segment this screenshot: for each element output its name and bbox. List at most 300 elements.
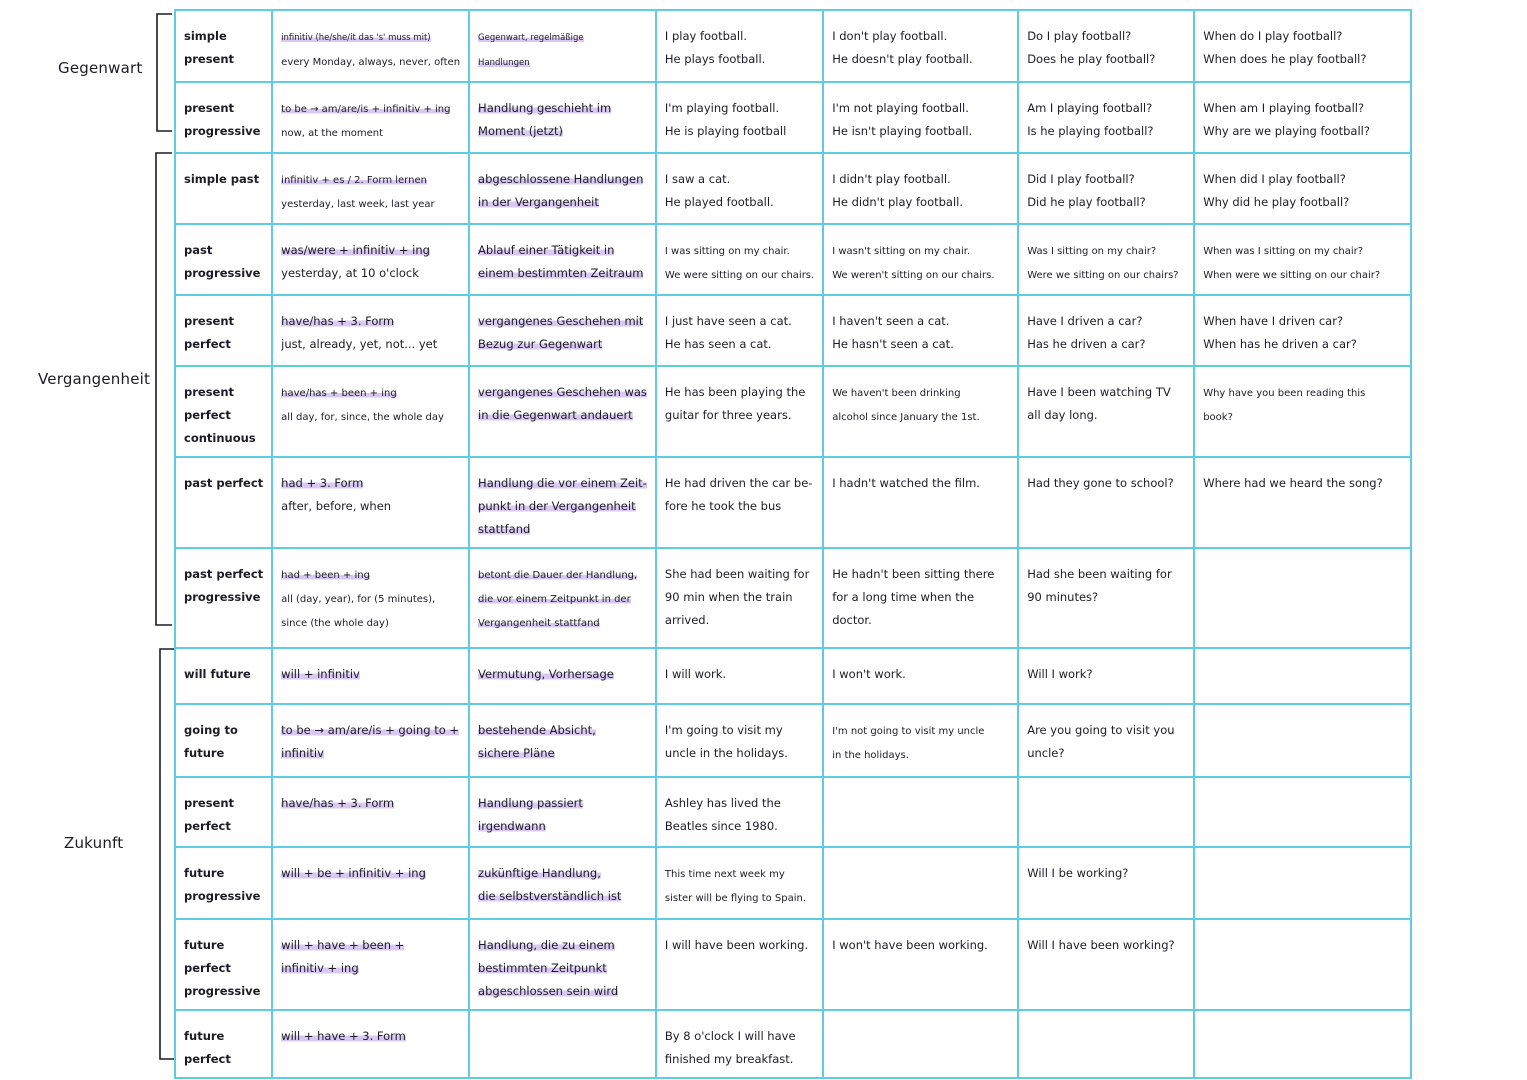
cell-line — [1027, 168, 1185, 191]
cell-text: sichere Pläne — [478, 746, 555, 760]
cell-text: I will have been working. — [664, 938, 809, 952]
tense-row — [175, 82, 1411, 153]
form-cell — [272, 10, 469, 82]
positive-example-cell — [656, 548, 823, 648]
cell-text: just, already, yet, not... yet — [281, 337, 438, 351]
negative-example-cell — [823, 295, 1018, 366]
tense-name-cell — [175, 295, 272, 366]
cell-text: future — [184, 866, 225, 880]
usage-cell — [469, 10, 656, 82]
tense-name-cell — [175, 919, 272, 1010]
cell-line — [665, 263, 814, 287]
cell-line — [665, 191, 814, 214]
cell-text: future — [184, 746, 225, 760]
cell-line — [281, 742, 460, 765]
cell-text: present — [184, 385, 235, 399]
cell-line — [1203, 381, 1402, 405]
usage-cell — [469, 1010, 656, 1078]
wh-question-example-cell — [1194, 1010, 1411, 1078]
cell-line — [665, 792, 814, 815]
cell-line — [184, 48, 263, 71]
positive-example-cell — [656, 704, 823, 777]
tense-row — [175, 366, 1411, 457]
bracket-zukunft — [160, 649, 174, 1059]
cell-text: I was sitting on my chair. — [664, 246, 790, 257]
cell-text: now, at the moment — [281, 128, 383, 139]
cell-text: Why are we playing football? — [1203, 124, 1370, 138]
cell-line — [665, 310, 814, 333]
usage-cell — [469, 295, 656, 366]
cell-line — [184, 333, 263, 356]
cell-text: He plays football. — [664, 52, 766, 66]
cell-line — [478, 563, 647, 587]
cell-line — [832, 472, 1009, 495]
cell-text: infinitiv + es / 2. Form lernen — [281, 175, 427, 186]
cell-line — [1027, 120, 1185, 143]
cell-text: Vergangenheit stattfand — [478, 618, 600, 629]
cell-line — [832, 263, 1009, 287]
cell-line — [281, 563, 460, 587]
cell-line — [184, 239, 263, 262]
cell-text: die selbstverständlich ist — [478, 889, 622, 903]
cell-line — [478, 168, 647, 191]
cell-text: fore he took the bus — [664, 499, 782, 513]
usage-cell — [469, 153, 656, 224]
usage-cell — [469, 919, 656, 1010]
cell-line — [832, 168, 1009, 191]
cell-text: He didn't play football. — [832, 195, 964, 209]
cell-text: When does he play football? — [1203, 52, 1367, 66]
cell-line — [665, 886, 814, 910]
cell-text: Handlung geschieht im — [478, 101, 612, 115]
usage-cell — [469, 648, 656, 704]
tense-name-cell — [175, 10, 272, 82]
cell-line — [832, 333, 1009, 356]
cell-line — [478, 862, 647, 885]
cell-line — [1203, 191, 1402, 214]
negative-example-cell — [823, 82, 1018, 153]
cell-line — [478, 239, 647, 262]
cell-line — [184, 404, 263, 427]
cell-line — [184, 742, 263, 765]
cell-line — [478, 191, 647, 214]
cell-line — [1203, 97, 1402, 120]
cell-line — [478, 957, 647, 980]
cell-text: She had been waiting for — [664, 567, 810, 581]
cell-text: Does he play football? — [1027, 52, 1156, 66]
cell-line — [281, 472, 460, 495]
cell-line — [665, 495, 814, 518]
cell-text: abgeschlossen sein wird — [478, 984, 619, 998]
cell-line — [665, 97, 814, 120]
positive-example-cell — [656, 457, 823, 548]
cell-line — [1203, 263, 1402, 287]
question-example-cell — [1018, 919, 1194, 1010]
tense-name-cell — [175, 704, 272, 777]
cell-text: infinitiv — [281, 746, 324, 760]
cell-line — [184, 934, 263, 957]
cell-text: Handlung die vor einem Zeit- — [478, 476, 647, 490]
tense-name-cell — [175, 457, 272, 548]
cell-text: Gegenwart, regelmäßige — [478, 33, 584, 43]
cell-line — [1203, 239, 1402, 263]
cell-line — [281, 239, 460, 262]
cell-text: had + 3. Form — [281, 476, 364, 490]
form-cell — [272, 919, 469, 1010]
positive-example-cell — [656, 82, 823, 153]
question-example-cell — [1018, 777, 1194, 847]
cell-line — [665, 934, 814, 957]
form-cell — [272, 224, 469, 295]
negative-example-cell — [823, 1010, 1018, 1078]
group-brackets — [0, 0, 180, 1080]
cell-text: When am I playing football? — [1203, 101, 1365, 115]
cell-line — [478, 663, 647, 686]
tense-row — [175, 548, 1411, 648]
cell-text: will + infinitiv — [281, 667, 360, 681]
form-cell — [272, 548, 469, 648]
cell-line — [665, 48, 814, 71]
form-cell — [272, 82, 469, 153]
question-example-cell — [1018, 10, 1194, 82]
tense-row — [175, 153, 1411, 224]
cell-text: doctor. — [832, 613, 872, 627]
cell-line — [478, 381, 647, 404]
positive-example-cell — [656, 648, 823, 704]
cell-line — [832, 97, 1009, 120]
tense-row — [175, 919, 1411, 1010]
negative-example-cell — [823, 224, 1018, 295]
cell-text: I'm playing football. — [664, 101, 780, 115]
cell-line — [184, 719, 263, 742]
cell-text: will + have + 3. Form — [281, 1029, 406, 1043]
cell-line — [832, 609, 1009, 632]
cell-text: We were sitting on our chairs. — [664, 270, 815, 281]
question-example-cell — [1018, 457, 1194, 548]
tense-row — [175, 704, 1411, 777]
cell-line — [478, 815, 647, 838]
cell-text: Were we sitting on our chairs? — [1027, 270, 1179, 281]
cell-text: Why have you been reading this — [1203, 388, 1366, 399]
question-example-cell — [1018, 1010, 1194, 1078]
cell-text: I haven't seen a cat. — [832, 314, 950, 328]
cell-line — [478, 980, 647, 1003]
cell-text: Why did he play football? — [1203, 195, 1350, 209]
question-example-cell — [1018, 366, 1194, 457]
cell-text: He has been playing the — [664, 385, 806, 399]
cell-line — [281, 381, 460, 405]
cell-line — [184, 427, 263, 450]
cell-line — [184, 980, 263, 1003]
wh-question-example-cell — [1194, 82, 1411, 153]
cell-line — [478, 262, 647, 285]
cell-text: When has he driven a car? — [1203, 337, 1357, 351]
negative-example-cell — [823, 919, 1018, 1010]
positive-example-cell — [656, 224, 823, 295]
cell-line — [1027, 563, 1185, 586]
cell-line — [478, 404, 647, 427]
cell-line — [281, 121, 460, 145]
cell-line — [281, 405, 460, 429]
form-cell — [272, 648, 469, 704]
tense-name-cell — [175, 847, 272, 919]
cell-line — [281, 168, 460, 192]
cell-line — [184, 815, 263, 838]
usage-cell — [469, 457, 656, 548]
cell-text: Vermutung, Vorhersage — [478, 667, 614, 681]
cell-text: irgendwann — [478, 819, 546, 833]
cell-line — [1203, 310, 1402, 333]
cell-line — [832, 586, 1009, 609]
cell-line — [665, 815, 814, 838]
cell-line — [184, 120, 263, 143]
cell-line — [1203, 120, 1402, 143]
cell-text: abgeschlossene Handlungen — [478, 172, 644, 186]
tense-row — [175, 224, 1411, 295]
cell-line — [1027, 719, 1185, 742]
wh-question-example-cell — [1194, 457, 1411, 548]
cell-line — [478, 495, 647, 518]
cell-text: present — [184, 52, 235, 66]
positive-example-cell — [656, 847, 823, 919]
question-example-cell — [1018, 295, 1194, 366]
positive-example-cell — [656, 366, 823, 457]
cell-line — [1027, 263, 1185, 287]
cell-text: continuous — [184, 431, 256, 445]
tense-row — [175, 457, 1411, 548]
cell-line — [665, 663, 814, 686]
cell-text: We haven't been drinking — [832, 388, 961, 399]
cell-line — [665, 239, 814, 263]
cell-text: Do I play football? — [1027, 29, 1132, 43]
cell-text: all day long. — [1027, 408, 1098, 422]
cell-line — [665, 1025, 814, 1048]
cell-text: perfect — [184, 1052, 231, 1066]
tense-row — [175, 295, 1411, 366]
cell-text: progressive — [184, 266, 261, 280]
cell-line — [1203, 333, 1402, 356]
cell-line — [184, 792, 263, 815]
cell-text: punkt in der Vergangenheit — [478, 499, 636, 513]
negative-example-cell — [823, 548, 1018, 648]
cell-text: Has he driven a car? — [1027, 337, 1146, 351]
tense-row — [175, 777, 1411, 847]
cell-text: past — [184, 243, 213, 257]
cell-line — [184, 168, 263, 191]
cell-text: I didn't play football. — [832, 172, 951, 186]
cell-line — [1203, 48, 1402, 71]
cell-line — [832, 405, 1009, 429]
cell-line — [1027, 472, 1185, 495]
form-cell — [272, 295, 469, 366]
cell-text: vergangenes Geschehen mit — [478, 314, 644, 328]
cell-text: Will I work? — [1027, 667, 1093, 681]
wh-question-example-cell — [1194, 777, 1411, 847]
form-cell — [272, 366, 469, 457]
cell-line — [832, 719, 1009, 743]
cell-line — [665, 404, 814, 427]
cell-text: einem bestimmten Zeitraum — [478, 266, 644, 280]
cell-line — [478, 472, 647, 495]
cell-line — [665, 862, 814, 886]
cell-line — [478, 934, 647, 957]
cell-line — [665, 609, 814, 632]
usage-cell — [469, 366, 656, 457]
usage-cell — [469, 548, 656, 648]
question-example-cell — [1018, 548, 1194, 648]
form-cell — [272, 777, 469, 847]
cell-text: in the holidays. — [832, 750, 909, 761]
positive-example-cell — [656, 919, 823, 1010]
cell-text: uncle? — [1027, 746, 1065, 760]
cell-text: infinitiv (he/she/it das 's' muss mit) — [281, 33, 431, 43]
cell-text: Am I playing football? — [1027, 101, 1153, 115]
cell-text: He hadn't been sitting there — [832, 567, 995, 581]
cell-line — [665, 1048, 814, 1071]
group-label-zukunft: Zukunft — [64, 834, 124, 852]
cell-line — [478, 518, 647, 541]
cell-text: every Monday, always, never, often — [281, 57, 461, 68]
cell-text: betont die Dauer der Handlung, — [478, 570, 638, 581]
cell-line — [184, 563, 263, 586]
question-example-cell — [1018, 847, 1194, 919]
cell-line — [665, 586, 814, 609]
cell-text: Will I have been working? — [1027, 938, 1175, 952]
cell-text: progressive — [184, 889, 261, 903]
cell-line — [1203, 25, 1402, 48]
cell-text: perfect — [184, 408, 231, 422]
cell-line — [281, 1025, 460, 1048]
cell-line — [281, 587, 460, 611]
wh-question-example-cell — [1194, 224, 1411, 295]
negative-example-cell — [823, 704, 1018, 777]
cell-text: past perfect — [184, 476, 264, 490]
cell-line — [478, 97, 647, 120]
cell-text: book? — [1203, 412, 1233, 423]
cell-line — [184, 1025, 263, 1048]
cell-text: I'm not going to visit my uncle — [832, 726, 985, 737]
cell-line — [281, 25, 460, 50]
cell-line — [281, 50, 460, 74]
cell-line — [665, 381, 814, 404]
cell-line — [478, 50, 647, 75]
cell-line — [478, 885, 647, 908]
negative-example-cell — [823, 777, 1018, 847]
cell-line — [281, 792, 460, 815]
wh-question-example-cell — [1194, 919, 1411, 1010]
tense-row — [175, 847, 1411, 919]
cell-text: Ashley has lived the — [664, 796, 781, 810]
cell-text: simple past — [184, 172, 260, 186]
cell-line — [832, 934, 1009, 957]
cell-text: since (the whole day) — [281, 618, 389, 629]
cell-line — [478, 120, 647, 143]
cell-line — [832, 743, 1009, 767]
cell-text: Bezug zur Gegenwart — [478, 337, 603, 351]
cell-text: Did he play football? — [1027, 195, 1146, 209]
cell-text: will + have + been + — [281, 938, 405, 952]
tense-name-cell — [175, 648, 272, 704]
cell-text: He had driven the car be- — [664, 476, 813, 490]
cell-line — [832, 25, 1009, 48]
cell-text: I hadn't watched the film. — [832, 476, 980, 490]
group-label-gegenwart: Gegenwart — [58, 59, 143, 77]
cell-text: past perfect — [184, 567, 264, 581]
cell-text: 90 min when the train — [664, 590, 793, 604]
cell-line — [1027, 862, 1185, 885]
cell-text: bestehende Absicht, — [478, 723, 596, 737]
cell-line — [184, 862, 263, 885]
cell-text: I will work. — [664, 667, 727, 681]
wh-question-example-cell — [1194, 847, 1411, 919]
cell-text: I wasn't sitting on my chair. — [832, 246, 971, 257]
cell-text: to be → am/are/is + infinitiv + ing — [281, 104, 451, 115]
cell-text: Have I driven a car? — [1027, 314, 1143, 328]
cell-line — [665, 333, 814, 356]
cell-text: alcohol since January the 1st. — [832, 412, 980, 423]
cell-text: present — [184, 796, 235, 810]
cell-text: all (day, year), for (5 minutes), — [281, 594, 436, 605]
cell-line — [1203, 405, 1402, 429]
cell-line — [665, 25, 814, 48]
cell-line — [281, 495, 460, 518]
cell-text: He hasn't seen a cat. — [832, 337, 954, 351]
cell-text: Ablauf einer Tätigkeit in — [478, 243, 615, 257]
question-example-cell — [1018, 648, 1194, 704]
cell-text: When have I driven car? — [1203, 314, 1344, 328]
cell-text: present — [184, 101, 235, 115]
cell-line — [1027, 404, 1185, 427]
cell-text: finished my breakfast. — [664, 1052, 794, 1066]
cell-text: yesterday, at 10 o'clock — [281, 266, 419, 280]
tense-name-cell — [175, 224, 272, 295]
cell-line — [665, 563, 814, 586]
usage-cell — [469, 224, 656, 295]
cell-line — [1027, 742, 1185, 765]
cell-text: progressive — [184, 984, 261, 998]
wh-question-example-cell — [1194, 366, 1411, 457]
cell-text: By 8 o'clock I will have — [664, 1029, 796, 1043]
cell-line — [281, 611, 460, 635]
cell-text: Had they gone to school? — [1027, 476, 1174, 490]
cell-text: Have I been watching TV — [1027, 385, 1171, 399]
cell-line — [1027, 25, 1185, 48]
cell-line — [1027, 48, 1185, 71]
cell-text: This time next week my — [664, 869, 785, 880]
cell-line — [665, 742, 814, 765]
cell-text: in der Vergangenheit — [478, 195, 599, 209]
usage-cell — [469, 847, 656, 919]
cell-line — [184, 663, 263, 686]
cell-text: I just have seen a cat. — [664, 314, 792, 328]
tense-table — [174, 9, 1412, 1079]
cell-text: I saw a cat. — [664, 172, 731, 186]
cell-text: When was I sitting on my chair? — [1203, 246, 1364, 257]
cell-text: die vor einem Zeitpunkt in der — [478, 594, 631, 605]
cell-line — [832, 120, 1009, 143]
cell-line — [1027, 663, 1185, 686]
question-example-cell — [1018, 82, 1194, 153]
negative-example-cell — [823, 366, 1018, 457]
cell-text: Where had we heard the song? — [1203, 476, 1383, 490]
cell-text: all day, for, since, the whole day — [281, 412, 444, 423]
cell-line — [184, 310, 263, 333]
negative-example-cell — [823, 457, 1018, 548]
cell-text: future — [184, 1029, 225, 1043]
cell-line — [832, 563, 1009, 586]
cell-line — [1027, 333, 1185, 356]
cell-text: yesterday, last week, last year — [281, 199, 435, 210]
